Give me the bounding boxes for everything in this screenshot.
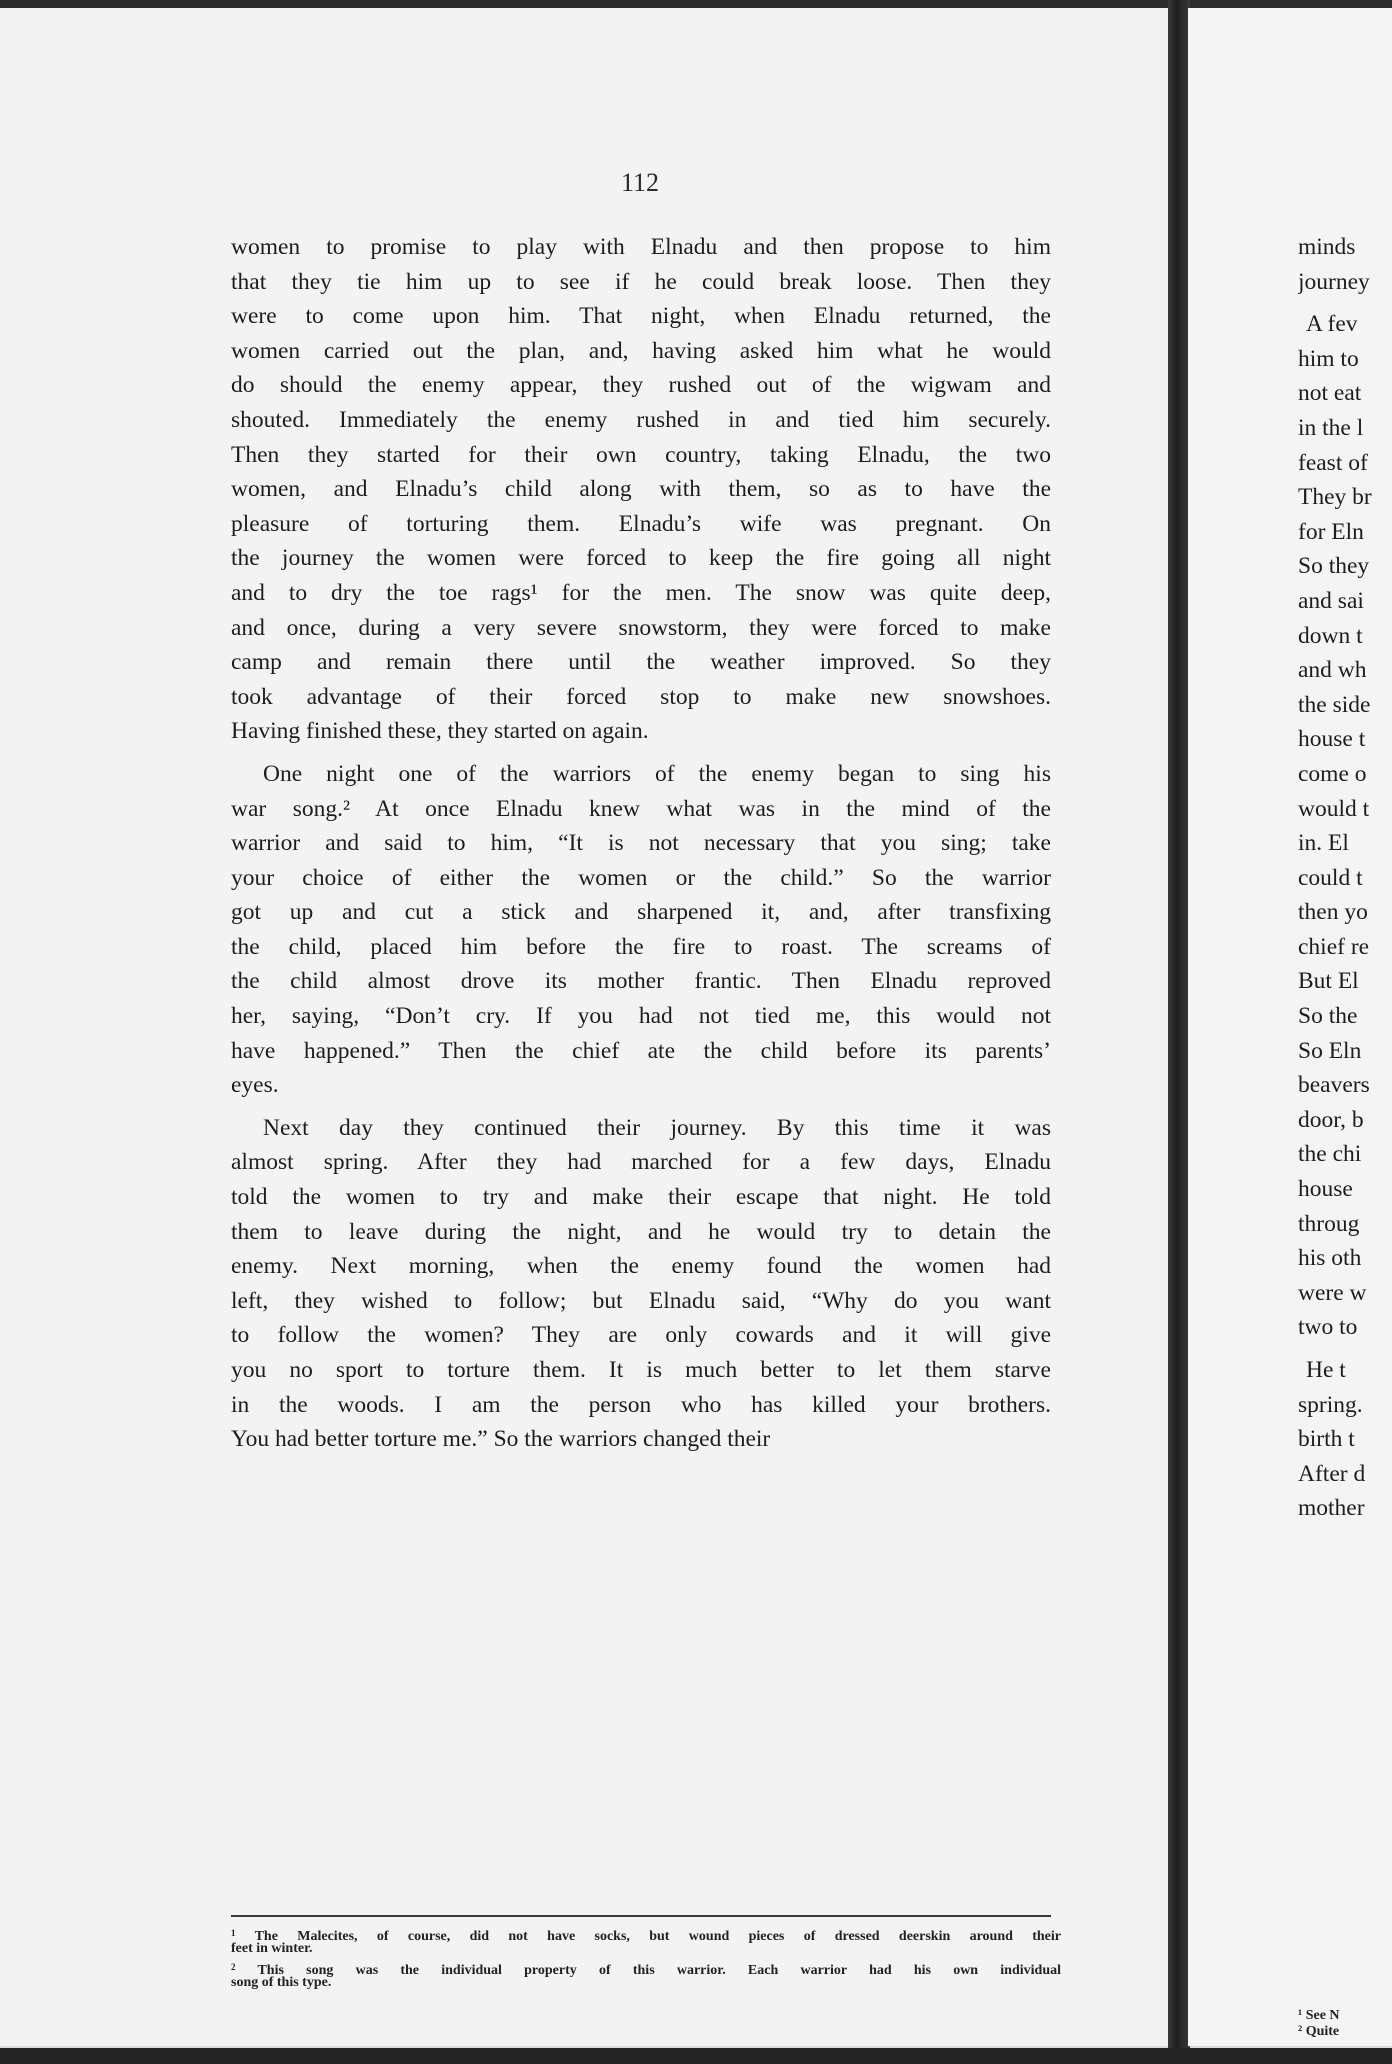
facing-page-line: his oth [1298,1245,1362,1272]
text-line: the journey the women were forced to keep the fire going all night [231,545,1051,572]
facing-page-line: and sai [1298,587,1364,614]
facing-page-line: After d [1298,1460,1366,1487]
paragraph-gap [1298,299,1392,307]
facing-page-line: and wh [1298,657,1367,684]
text-line: them to leave during the night, and he would try to detain the [231,1218,1051,1245]
facing-page-line: throug [1298,1210,1360,1237]
text-line: You had better torture me.” So the warriors changed their [231,1426,771,1453]
facing-page-line: house t [1298,726,1366,753]
facing-page-line: So they [1298,553,1370,580]
paragraph [231,230,1051,749]
text-line: that they tie him up to see if he could break loose. Then they [231,268,1051,295]
facing-page-line: the side [1298,691,1371,718]
facing-page-line: journey [1298,268,1370,295]
text-line: camp and remain there until the weather improved. So they [231,649,1051,676]
text-line: women carried out the plan, and, having asked him what he would [231,337,1051,364]
facing-page-line: mother [1298,1495,1365,1522]
text-line: war song.² At once Elnadu knew what was in the mind of the [231,795,1051,822]
text-line: Next day they continued their journey. By this time it was [263,1114,1051,1141]
text-line: told the women to try and make their escape that night. He told [231,1184,1051,1211]
facing-page-line: feast of [1298,449,1368,476]
facing-page-line: for Eln [1298,518,1364,545]
text-line: got up and cut a stick and sharpened it, and, after transfixing [231,899,1051,926]
text-line: left, they wished to follow; but Elnadu said, “Why do you want [231,1287,1051,1314]
paragraph-gap [1298,1526,1392,1534]
footnotes [231,1925,1061,1993]
footnote [231,1959,1061,1991]
footnote-text: feet in winter. [231,1941,313,1956]
text-line: Having finished these, they started on again. [231,718,649,745]
text-line: do should the enemy appear, they rushed out of the wigwam and [231,372,1051,399]
facing-page-line: come o [1298,760,1367,787]
facing-page-line: two to [1298,1314,1358,1341]
book-gutter [1168,0,1190,2064]
text-line: eyes. [231,1072,279,1099]
footnote-marker: 2 [231,1962,236,1972]
facing-page-line: not eat [1298,380,1362,407]
facing-page-line: But El [1298,968,1359,995]
facing-page-line: spring. [1298,1391,1363,1418]
footnote-text: song of this type. [231,1975,332,1990]
footnote [231,1925,1061,1957]
text-line: One night one of the warriors of the enemy began to sing his [263,760,1051,787]
text-line: Then they started for their own country, taking Elnadu, the two [231,441,1051,468]
facing-page-line: So the [1298,1003,1358,1030]
facing-page-line: down t [1298,622,1363,649]
facing-page-line: house [1298,1176,1353,1203]
footnote-rule [231,1915,1051,1917]
scan-bottom-edge [0,2048,1392,2064]
facing-page-line: door, b [1298,1106,1364,1133]
footnote-text: This song was the individual property of this warrior. Each warrior had his own individual [257,1963,1061,1978]
text-line: the child, placed him before the fire to roast. The screams of [231,933,1051,960]
facing-page-footnote: ¹ See N [1298,2008,1340,2023]
paragraph [231,1111,1051,1457]
text-line: you no sport to torture them. It is much better to let them starve [231,1357,1051,1383]
facing-page-line: beavers [1298,1072,1370,1099]
facing-page-footnotes [1298,2008,1392,2040]
text-line: have happened.” Then the chief ate the child before its parents’ [231,1037,1051,1064]
text-line: and to dry the toe rags¹ for the men. The snow was quite deep, [231,579,1051,606]
text-line: took advantage of their forced stop to make new snowshoes. [231,683,1051,710]
facing-page-line: chief re [1298,933,1370,960]
footnote-line [231,1959,1061,1978]
text-line: to follow the women? They are only cowards and it will give [231,1322,1051,1349]
text-line: pleasure of torturing them. Elnadu’s wife was pregnant. On [231,510,1051,537]
facing-page-footnote: ² Quite [1298,2024,1340,2039]
facing-page-line: then yo [1298,899,1368,926]
facing-page-line: the chi [1298,1141,1362,1168]
text-line: warrior and said to him, “It is not necessary that you sing; take [231,830,1051,857]
text-line: the child almost drove its mother frantic. Then Elnadu reproved [231,968,1051,995]
text-line: enemy. Next morning, when the enemy found the women had [231,1253,1051,1280]
facing-page-line: birth t [1298,1426,1355,1453]
body-text [231,230,1051,1457]
facing-page-line: in the l [1298,414,1364,441]
facing-page-text [1298,230,1392,1534]
facing-page-line: He t [1306,1357,1346,1383]
paragraph [231,757,1051,1103]
facing-page-line: So Eln [1298,1037,1362,1064]
text-line: her, saying, “Don’t cry. If you had not tied me, this would not [231,1003,1051,1030]
facing-page-line: minds [1298,234,1356,260]
facing-page-line: A fev [1306,311,1358,338]
text-line: in the woods. I am the person who has killed your brothers. [231,1391,1051,1418]
text-line: were to come upon him. That night, when Elnadu returned, the [231,303,1051,330]
facing-page-line: could t [1298,864,1363,891]
text-line: shouted. Immediately the enemy rushed in and tied him securely. [231,406,1051,433]
facing-page-line: in. El [1298,830,1349,857]
page-number: 112 [620,168,660,197]
paragraph-gap [1298,1345,1392,1353]
footnote-line [231,1925,1062,1944]
footnote-text: The Malecites, of course, did not have socks, but wound pieces of dressed deerskin around their [254,1929,1062,1944]
text-line: women, and Elnadu’s child along with them, so as to have the [231,476,1051,503]
facing-page-line: They br [1298,484,1372,511]
text-line: your choice of either the women or the child.” So the warrior [231,864,1051,891]
facing-page-line: were w [1298,1279,1367,1306]
text-line: women to promise to play with Elnadu and then propose to him [231,234,1051,260]
text-line: and once, during a very severe snowstorm, they were forced to make [231,614,1051,641]
facing-page-line: him to [1298,345,1359,372]
facing-page-line: would t [1298,795,1370,822]
footnote-marker: 1 [231,1928,236,1938]
text-line: almost spring. After they had marched for a few days, Elnadu [231,1149,1051,1176]
